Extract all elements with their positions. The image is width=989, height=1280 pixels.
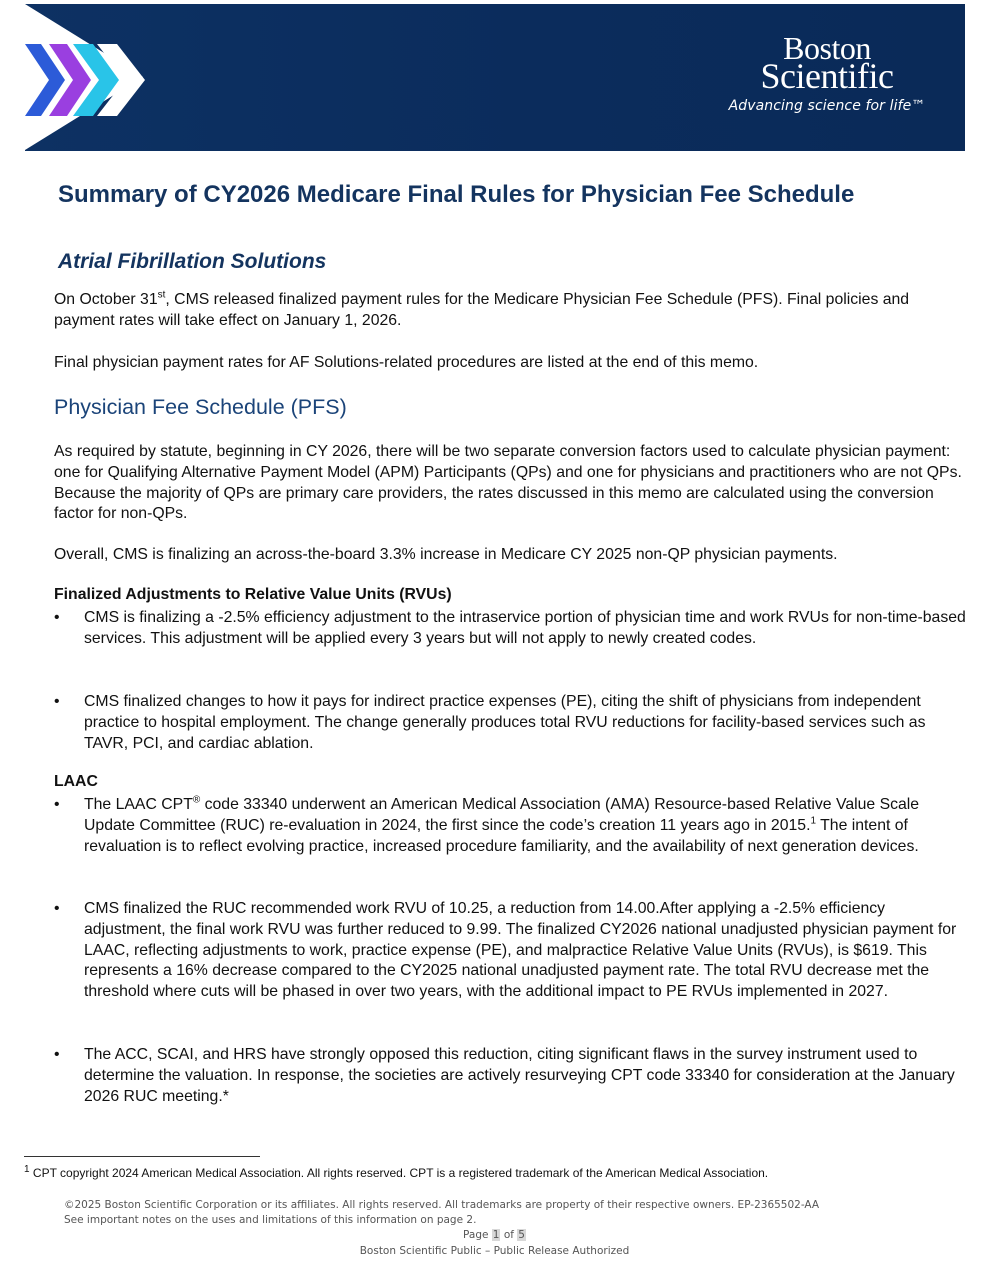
page-title: Summary of CY2026 Medicare Final Rules for Physician Fee Schedule (58, 181, 855, 208)
list-item (54, 795, 966, 857)
bullet-text: CMS finalized changes to how it pays for indirect practice expenses (PE), citing the shift of physicians from independent practice to hospital employment. The change generally produces total RVU reductions for facility-based services such as TAVR, PCI, and cardiac ablation. (84, 693, 926, 752)
bullet-icon: • (54, 796, 60, 813)
classification-label: Boston Scientific Public – Public Release Authorized (359, 1245, 630, 1257)
section-heading-pfs: Physician Fee Schedule (PFS) (54, 395, 347, 419)
bullet-icon: • (54, 693, 60, 710)
laac-subheading: LAAC (54, 773, 98, 790)
bullet-icon: • (54, 1046, 60, 1063)
list-item (54, 899, 966, 1003)
page-number: Page 1 of 5 (463, 1229, 525, 1241)
footnote: $^1$ CPT copyright 2024 American Medical Association. All rights reserved. CPT is a registered trademark of the American Medical Association. (24, 1164, 769, 1180)
intro-paragraph-2: Final physician payment rates for AF Solutions-related procedures are listed at the end of this memo. (54, 354, 759, 371)
copyright-notice: ©2025 Boston Scientific Corporation or its affiliates. All rights reserved. All trademarks are property of their respective owners. EP-2365502-AA See important notes on the uses and limitations of this information on page 2. (64, 1199, 820, 1226)
logo-tagline: Advancing science for life™ (728, 98, 926, 114)
bullet-text: The ACC, SCAI, and HRS have strongly opposed this reduction, citing significant flaws in the survey instrument used to determine the valuation. In response, the societies are actively resurveying CPT code 33340 for consideration at the January 2026 RUC meeting.* (84, 1046, 955, 1105)
list-item (54, 692, 966, 754)
pfs-paragraph-2: Overall, CMS is finalizing an across-the-board 3.3% increase in Medicare CY 2025 non-QP physician payments. (54, 546, 838, 563)
bullet-text: The LAAC CPT® code 33340 underwent an American Medical Association (AMA) Resource-based Relative Value Scale Update Committee (RUC) re-evaluation in 2024, the first since the code’s creation 11 years ago in 2015.$^1$ The intent of revaluation is to reflect evolving practice, increased procedure familiarity, and the availability of next generation devices. (84, 794, 920, 855)
footnote-divider (24, 1156, 260, 1157)
company-logo (727, 30, 927, 114)
logo-text-line2: Scientific (760, 56, 894, 96)
page-subtitle: Atrial Fibrillation Solutions (58, 250, 327, 273)
logo-text-line1: Boston (783, 30, 871, 66)
list-item (54, 1045, 966, 1107)
header-banner (25, 4, 965, 151)
chevron-arrows-icon (25, 40, 150, 120)
list-item (54, 608, 966, 650)
bullet-text: CMS finalized the RUC recommended work RVU of 10.25, a reduction from 14.00.After applying a -2.5% efficiency adjustment, the final work RVU was further reduced to 9.99. The finalized CY2026 national unadjusted physician payment for LAAC, reflecting adjustments to work, practice expense (PE), and malpractice Relative Value Units (RVUs), is $619. This represents a 16% decrease compared to the CY2025 national unadjusted payment rate. The total RVU decrease met the threshold where cuts will be phased in over two years, with the additional impact to PE RVUs implemented in 2027. (84, 900, 957, 1001)
bullet-icon: • (54, 900, 60, 917)
rvu-subheading: Finalized Adjustments to Relative Value Units (RVUs) (54, 586, 452, 603)
intro-paragraph-1: On October 31st, CMS released finalized payment rules for the Medicare Physician Fee Schedule (PFS). Final policies and payment rates will take effect on January 1, 2026. (54, 289, 910, 329)
pfs-paragraph-1: As required by statute, beginning in CY 2026, there will be two separate conversion factors used to calculate physician payment: one for Qualifying Alternative Payment Model (APM) Participants (QPs) and one for physicians and practitioners who are not QPs. Because the majority of QPs are primary care providers, the rates discussed in this memo are calculated using the conversion factor for non-QPs. (54, 443, 962, 523)
bullet-text: CMS is finalizing a -2.5% efficiency adjustment to the intraservice portion of physician time and work RVUs for non-time-based services. This adjustment will be applied every 3 years but will not apply to newly created codes. (84, 609, 966, 647)
bullet-icon: • (54, 609, 60, 626)
